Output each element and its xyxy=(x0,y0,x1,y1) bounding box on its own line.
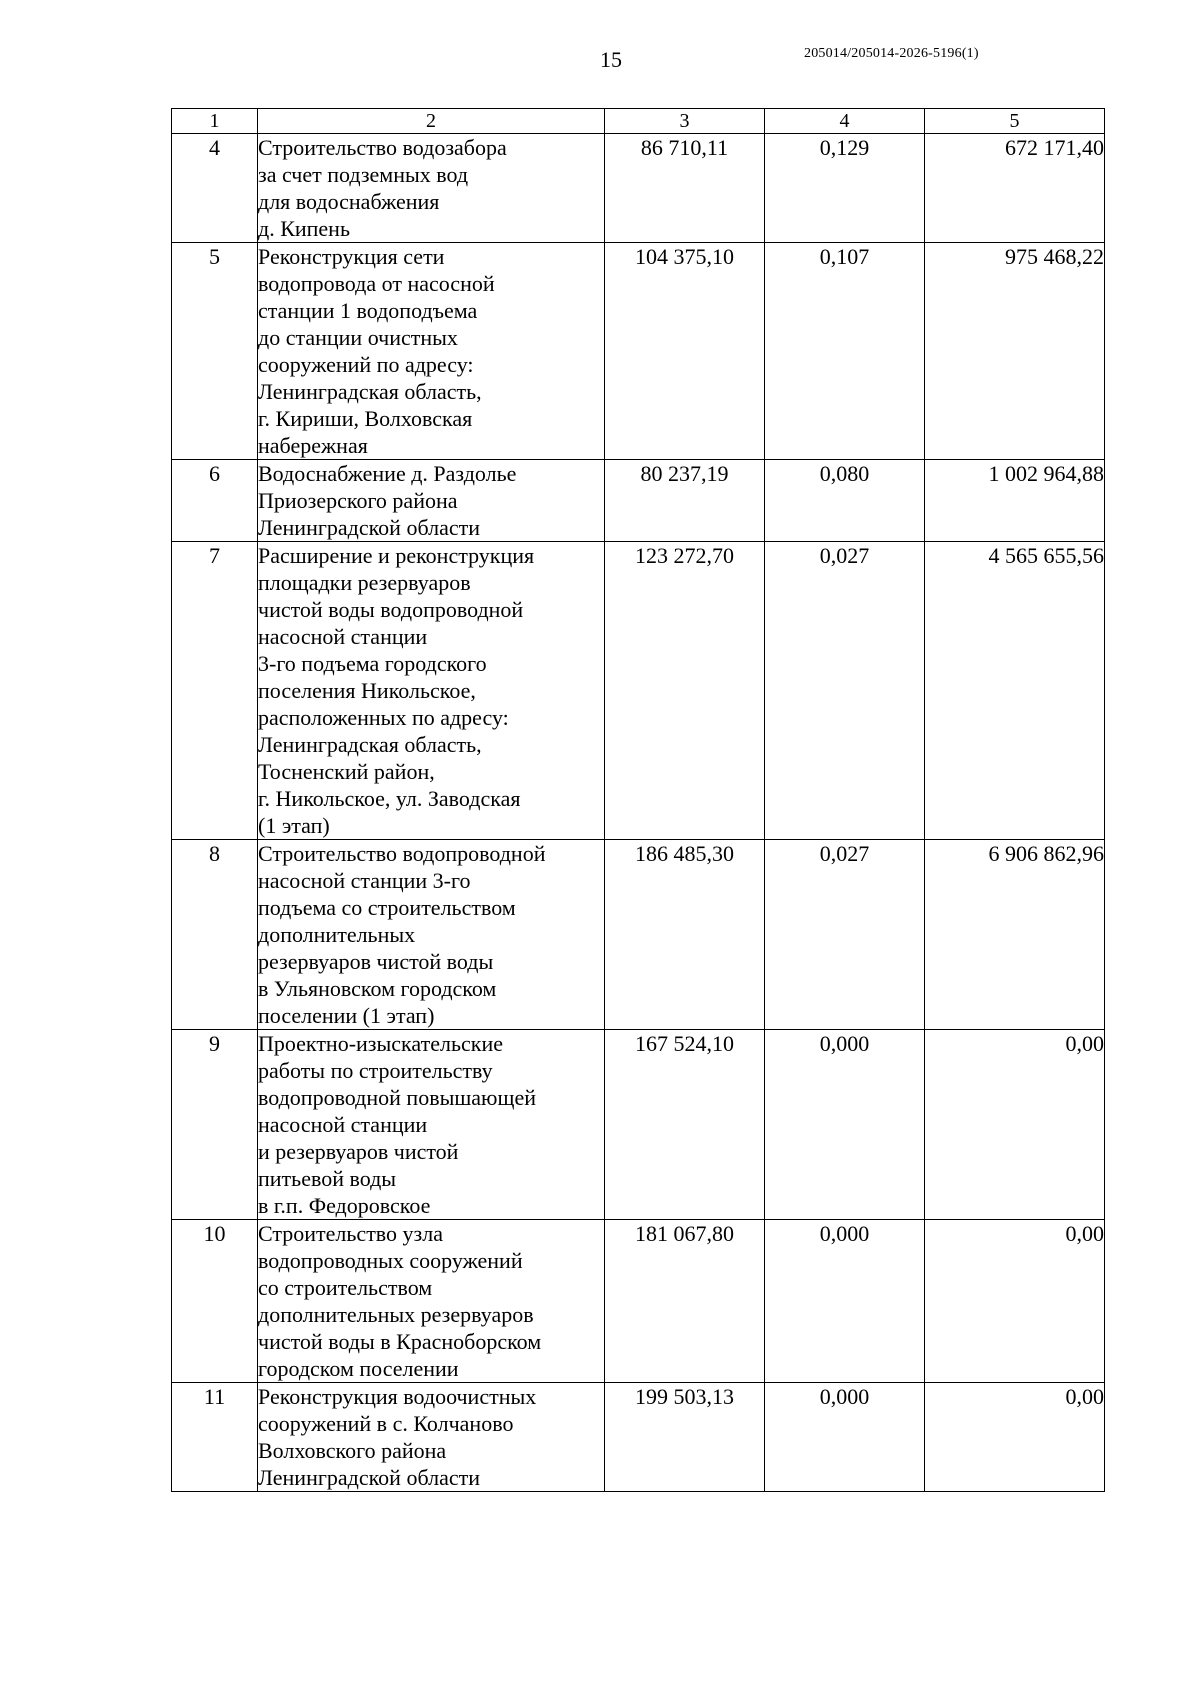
object-name-line: дополнительных xyxy=(258,922,416,947)
object-name-line: Реконструкция водоочистных xyxy=(258,1384,537,1409)
object-name-line: (1 этап) xyxy=(258,813,330,838)
document-code: 205014/205014-2026-5196(1) xyxy=(804,46,979,61)
object-name xyxy=(258,1220,605,1383)
table-row xyxy=(172,1030,1105,1220)
column-header: 2 xyxy=(258,109,605,134)
object-name-line: г. Кириши, Волховская xyxy=(258,406,473,431)
object-name-line: станции 1 водоподъема xyxy=(258,298,478,323)
column-4-value: 0,027 xyxy=(765,542,925,840)
row-number: 9 xyxy=(172,1030,258,1220)
object-name-line: Волховского района xyxy=(258,1438,447,1463)
object-name-line: 3-го подъема городского xyxy=(258,651,487,676)
object-name-line: Реконструкция сети xyxy=(258,244,445,269)
object-name-line: в Ульяновском городском xyxy=(258,976,497,1001)
row-number: 5 xyxy=(172,243,258,460)
object-name-line: и резервуаров чистой xyxy=(258,1139,459,1164)
column-header: 3 xyxy=(605,109,765,134)
column-header: 5 xyxy=(925,109,1105,134)
column-3-value: 123 272,70 xyxy=(605,542,765,840)
object-name-line: в г.п. Федоровское xyxy=(258,1193,431,1218)
row-number: 4 xyxy=(172,134,258,243)
object-name-line: дополнительных резервуаров xyxy=(258,1302,534,1327)
object-name-line: Водоснабжение д. Раздолье xyxy=(258,461,517,486)
object-name xyxy=(258,243,605,460)
column-5-value: 672 171,40 xyxy=(925,134,1105,243)
object-name-line: водопроводной повышающей xyxy=(258,1085,536,1110)
data-table xyxy=(171,108,1105,1492)
object-name-line: Ленинградская область, xyxy=(258,379,482,404)
object-name xyxy=(258,460,605,542)
object-name xyxy=(258,840,605,1030)
object-name-line: поселении (1 этап) xyxy=(258,1003,435,1028)
table-row xyxy=(172,243,1105,460)
column-4-value: 0,000 xyxy=(765,1220,925,1383)
object-name-line: Ленинградской области xyxy=(258,515,480,540)
object-name-line: водопровода от насосной xyxy=(258,271,495,296)
column-header: 1 xyxy=(172,109,258,134)
object-name-line: Проектно-изыскательские xyxy=(258,1031,503,1056)
object-name-line: сооружений в с. Колчаново xyxy=(258,1411,514,1436)
column-5-value: 6 906 862,96 xyxy=(925,840,1105,1030)
object-name-line: насосной станции xyxy=(258,1112,428,1137)
object-name-line: насосной станции 3-го xyxy=(258,868,471,893)
object-name-line: поселения Никольское, xyxy=(258,678,476,703)
object-name-line: Тосненский район, xyxy=(258,759,435,784)
column-3-value: 199 503,13 xyxy=(605,1383,765,1492)
object-name xyxy=(258,542,605,840)
object-name-line: насосной станции xyxy=(258,624,428,649)
object-name-line: городском поселении xyxy=(258,1356,459,1381)
table-row xyxy=(172,1383,1105,1492)
column-4-value: 0,000 xyxy=(765,1383,925,1492)
object-name-line: Ленинградская область, xyxy=(258,732,482,757)
object-name-line: питьевой воды xyxy=(258,1166,397,1191)
column-header: 4 xyxy=(765,109,925,134)
page-number: 15 xyxy=(600,47,622,72)
table-row xyxy=(172,134,1105,243)
object-name-line: Расширение и реконструкция xyxy=(258,543,535,568)
column-5-value: 4 565 655,56 xyxy=(925,542,1105,840)
column-3-value: 181 067,80 xyxy=(605,1220,765,1383)
object-name-line: д. Кипень xyxy=(258,216,350,241)
object-name-line: со строительством xyxy=(258,1275,433,1300)
column-5-value: 975 468,22 xyxy=(925,243,1105,460)
column-4-value: 0,000 xyxy=(765,1030,925,1220)
table-row xyxy=(172,460,1105,542)
object-name-line: чистой воды водопроводной xyxy=(258,597,524,622)
object-name-line: площадки резервуаров xyxy=(258,570,471,595)
row-number: 10 xyxy=(172,1220,258,1383)
column-5-value: 0,00 xyxy=(925,1220,1105,1383)
row-number: 7 xyxy=(172,542,258,840)
column-4-value: 0,080 xyxy=(765,460,925,542)
row-number: 6 xyxy=(172,460,258,542)
row-number: 8 xyxy=(172,840,258,1030)
object-name xyxy=(258,134,605,243)
column-3-value: 167 524,10 xyxy=(605,1030,765,1220)
column-4-value: 0,107 xyxy=(765,243,925,460)
column-4-value: 0,129 xyxy=(765,134,925,243)
object-name-line: резервуаров чистой воды xyxy=(258,949,494,974)
object-name-line: г. Никольское, ул. Заводская xyxy=(258,786,521,811)
object-name-line: Приозерского района xyxy=(258,488,458,513)
table-header-row xyxy=(172,109,1105,134)
object-name-line: сооружений по адресу: xyxy=(258,352,474,377)
table-row xyxy=(172,542,1105,840)
object-name xyxy=(258,1030,605,1220)
object-name-line: работы по строительству xyxy=(258,1058,493,1083)
object-name-line: набережная xyxy=(258,433,368,458)
object-name-line: для водоснабжения xyxy=(258,189,440,214)
object-name-line: подъема со строительством xyxy=(258,895,516,920)
object-name-line: Ленинградской области xyxy=(258,1465,480,1490)
column-3-value: 80 237,19 xyxy=(605,460,765,542)
column-5-value: 0,00 xyxy=(925,1030,1105,1220)
column-5-value: 0,00 xyxy=(925,1383,1105,1492)
object-name-line: чистой воды в Красноборском xyxy=(258,1329,542,1354)
table-row xyxy=(172,840,1105,1030)
object-name xyxy=(258,1383,605,1492)
object-name-line: Строительство водозабора xyxy=(258,135,507,160)
object-name-line: водопроводных сооружений xyxy=(258,1248,523,1273)
object-name-line: расположенных по адресу: xyxy=(258,705,509,730)
column-3-value: 104 375,10 xyxy=(605,243,765,460)
column-4-value: 0,027 xyxy=(765,840,925,1030)
object-name-line: до станции очистных xyxy=(258,325,458,350)
column-5-value: 1 002 964,88 xyxy=(925,460,1105,542)
object-name-line: за счет подземных вод xyxy=(258,162,469,187)
object-name-line: Строительство водопроводной xyxy=(258,841,546,866)
row-number: 11 xyxy=(172,1383,258,1492)
column-3-value: 186 485,30 xyxy=(605,840,765,1030)
column-3-value: 86 710,11 xyxy=(605,134,765,243)
table-row xyxy=(172,1220,1105,1383)
object-name-line: Строительство узла xyxy=(258,1221,443,1246)
table-body xyxy=(172,134,1105,1492)
